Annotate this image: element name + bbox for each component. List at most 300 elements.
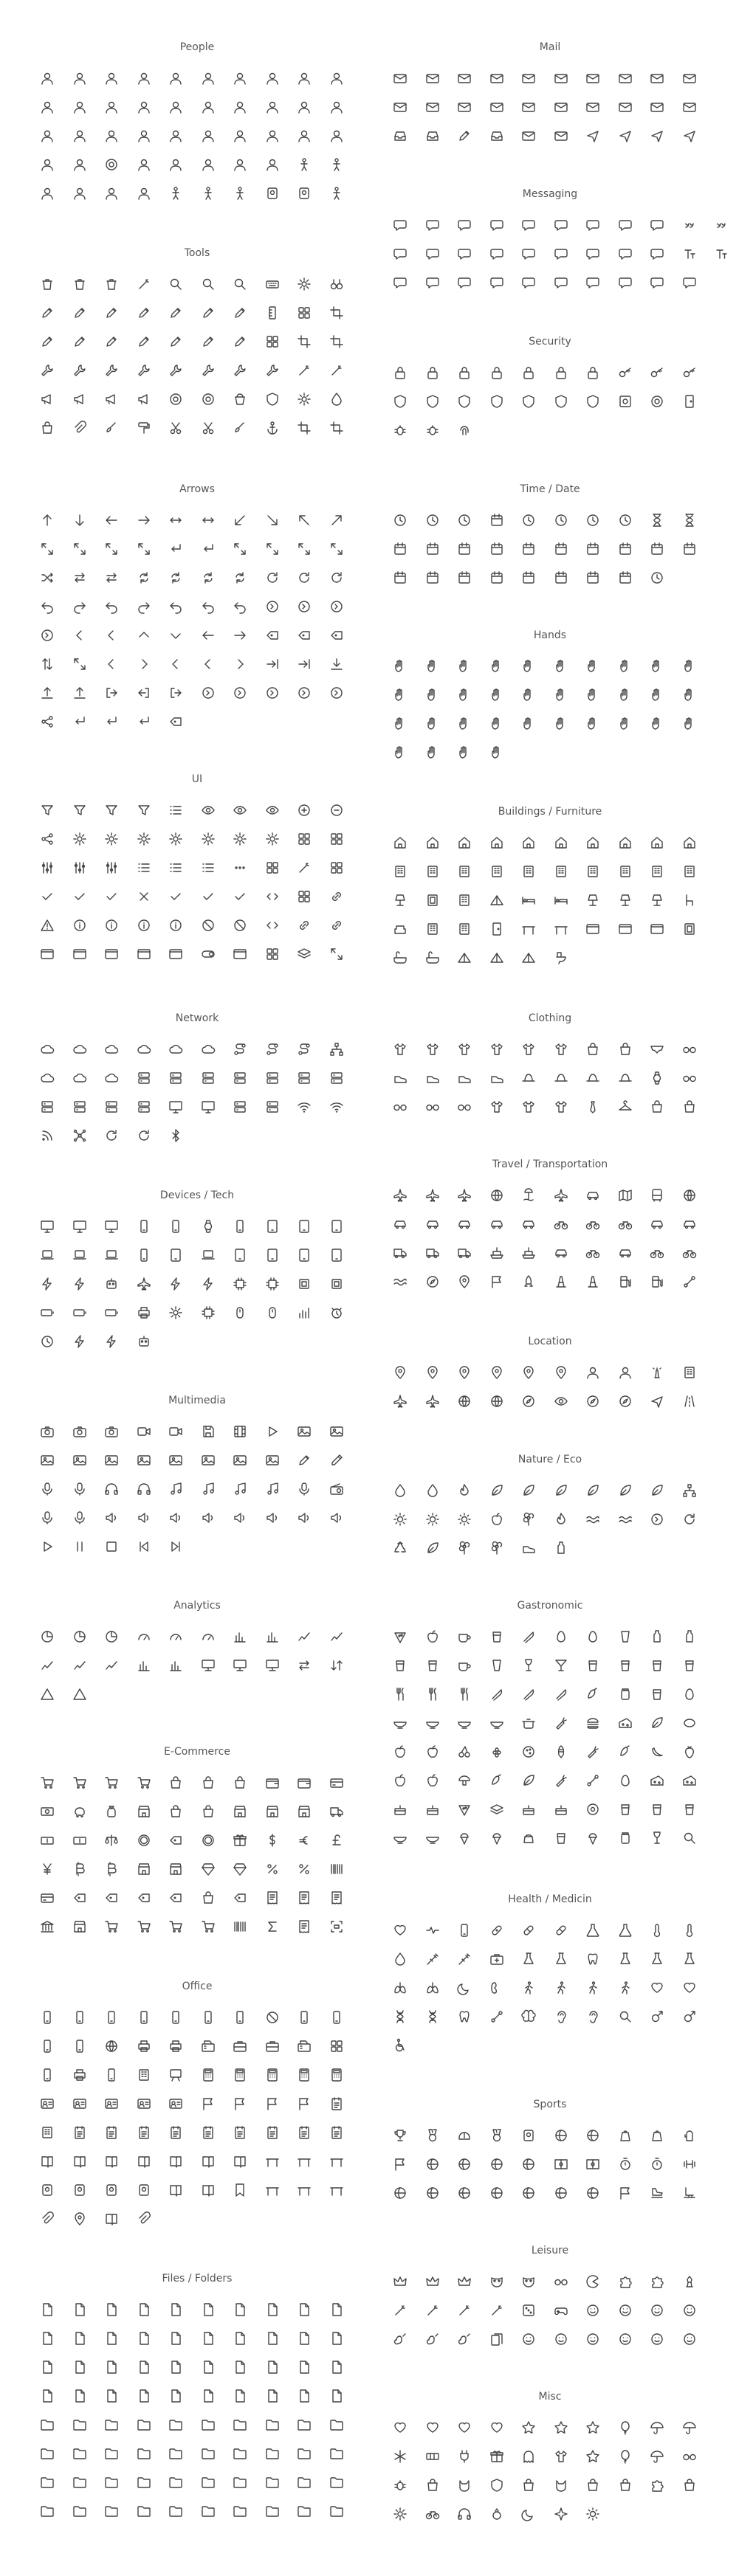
toggle-icon bbox=[201, 947, 216, 961]
down-icon bbox=[72, 513, 87, 528]
lock-icon bbox=[489, 365, 504, 380]
glass-icon bbox=[489, 1658, 504, 1673]
trash-icon bbox=[104, 277, 119, 291]
tag-icon bbox=[233, 1890, 247, 1905]
tooth-icon bbox=[585, 1952, 600, 1966]
bus-icon bbox=[650, 1188, 664, 1203]
search-icon bbox=[168, 277, 183, 291]
key-icon bbox=[650, 365, 664, 380]
watch-icon bbox=[201, 1219, 216, 1234]
gear-icon bbox=[168, 832, 183, 846]
book-icon bbox=[168, 2154, 183, 2169]
tablet-icon bbox=[168, 1248, 183, 1263]
shirt-icon bbox=[457, 1042, 472, 1057]
section-mail bbox=[391, 41, 709, 159]
image-icon bbox=[329, 1424, 344, 1439]
glass-icon bbox=[618, 1629, 633, 1644]
tag-icon bbox=[72, 1890, 87, 1905]
tent-icon bbox=[457, 950, 472, 965]
bowl-icon bbox=[425, 1716, 440, 1730]
apple-icon bbox=[425, 1629, 440, 1644]
user-icon bbox=[329, 71, 344, 86]
mail-icon bbox=[521, 128, 536, 143]
layers-icon bbox=[297, 947, 312, 961]
building-icon bbox=[425, 922, 440, 936]
lab-icon bbox=[650, 1952, 664, 1966]
flag-icon bbox=[393, 2157, 408, 2172]
star-icon bbox=[554, 2420, 568, 2435]
mail-icon bbox=[489, 100, 504, 114]
window-icon bbox=[585, 922, 600, 936]
walk-icon bbox=[618, 1981, 633, 1995]
barcode-icon bbox=[329, 1862, 344, 1876]
lr-icon bbox=[201, 513, 216, 528]
leaf-icon bbox=[554, 1483, 568, 1498]
wallet-icon bbox=[297, 1775, 312, 1790]
file-icon bbox=[233, 2360, 247, 2375]
hand-icon bbox=[554, 716, 568, 731]
dots-icon bbox=[233, 860, 247, 875]
cart-icon bbox=[168, 1919, 183, 1934]
coin-icon bbox=[137, 1833, 151, 1848]
bolt-icon bbox=[201, 1277, 216, 1291]
rocket-icon bbox=[521, 1274, 536, 1289]
info-icon bbox=[137, 918, 151, 933]
check-icon bbox=[233, 889, 247, 904]
section-leisure bbox=[391, 2245, 709, 2355]
lamp-icon bbox=[585, 893, 600, 908]
ball-icon bbox=[489, 2186, 504, 2200]
piechart-icon bbox=[40, 1629, 55, 1644]
user-icon bbox=[297, 71, 312, 86]
ear-icon bbox=[585, 2009, 600, 2024]
triangle-icon bbox=[72, 1687, 87, 1702]
cart-icon bbox=[137, 1775, 151, 1790]
chair-icon bbox=[682, 893, 697, 908]
gauge-icon bbox=[168, 1629, 183, 1644]
pen-icon bbox=[72, 305, 87, 320]
target-icon bbox=[650, 394, 664, 409]
file-icon bbox=[329, 2389, 344, 2403]
scan-icon bbox=[329, 1919, 344, 1934]
pin-icon bbox=[554, 1365, 568, 1380]
calculator-icon bbox=[297, 2068, 312, 2082]
bike-icon bbox=[618, 1217, 633, 1232]
bowl-icon bbox=[457, 1716, 472, 1730]
shield-icon bbox=[489, 394, 504, 409]
ball-icon bbox=[554, 2128, 568, 2143]
skate-icon bbox=[650, 2186, 664, 2200]
section-people bbox=[38, 41, 356, 211]
cookie-icon bbox=[521, 1744, 536, 1759]
hand-icon bbox=[585, 716, 600, 731]
speaker-icon bbox=[233, 1510, 247, 1525]
mic-icon bbox=[297, 1482, 312, 1496]
puzzle-icon bbox=[650, 2478, 664, 2493]
wand-icon bbox=[137, 277, 151, 291]
server-icon bbox=[265, 1071, 280, 1085]
shirt-icon bbox=[489, 1099, 504, 1114]
filter-icon bbox=[137, 803, 151, 818]
calendar-icon bbox=[650, 542, 664, 556]
check-icon bbox=[104, 889, 119, 904]
mail-icon bbox=[618, 71, 633, 86]
triangle-icon bbox=[40, 1687, 55, 1702]
circle-icon bbox=[201, 686, 216, 700]
bowl-icon bbox=[393, 1831, 408, 1845]
pen-icon bbox=[201, 305, 216, 320]
bottle-icon bbox=[682, 1629, 697, 1644]
presentation-icon bbox=[233, 1658, 247, 1673]
badge-icon bbox=[72, 2183, 87, 2197]
gear-icon bbox=[297, 277, 312, 291]
return-icon bbox=[104, 714, 119, 729]
hand-icon bbox=[521, 716, 536, 731]
text-icon bbox=[714, 246, 729, 261]
pot-icon bbox=[521, 1716, 536, 1730]
wifi-icon bbox=[297, 1099, 312, 1114]
balloon-icon bbox=[618, 2420, 633, 2435]
folder-icon bbox=[297, 2446, 312, 2461]
smile-icon bbox=[585, 2332, 600, 2347]
circle-icon bbox=[40, 628, 55, 643]
weight-icon bbox=[650, 2128, 664, 2143]
undo-icon bbox=[40, 599, 55, 614]
return-icon bbox=[72, 714, 87, 729]
file-icon bbox=[201, 2360, 216, 2375]
store-icon bbox=[265, 1804, 280, 1819]
wrench-icon bbox=[137, 363, 151, 378]
frame-icon bbox=[425, 893, 440, 908]
check-icon bbox=[168, 889, 183, 904]
lemon-icon bbox=[682, 1716, 697, 1730]
shirt-icon bbox=[554, 1042, 568, 1057]
umbrella-icon bbox=[650, 2420, 664, 2435]
pin-icon bbox=[425, 1365, 440, 1380]
return-icon bbox=[201, 542, 216, 556]
briefcase-icon bbox=[233, 2039, 247, 2054]
info-icon bbox=[72, 918, 87, 933]
cart-icon bbox=[72, 1775, 87, 1790]
globe-icon bbox=[682, 1188, 697, 1203]
pill-icon bbox=[521, 1923, 536, 1938]
section-title: Hands bbox=[533, 629, 567, 641]
beacon-icon bbox=[650, 1365, 664, 1380]
pen-icon bbox=[168, 305, 183, 320]
ball-icon bbox=[521, 2157, 536, 2172]
bag-icon bbox=[168, 1775, 183, 1790]
list-icon bbox=[168, 803, 183, 818]
speaker-icon bbox=[104, 1510, 119, 1525]
tooth-icon bbox=[457, 2009, 472, 2024]
file-icon bbox=[265, 2302, 280, 2317]
user-icon bbox=[137, 157, 151, 172]
bone-icon bbox=[682, 1274, 697, 1289]
mail-icon bbox=[554, 71, 568, 86]
chat-icon bbox=[650, 275, 664, 290]
phone-icon bbox=[40, 2039, 55, 2054]
table-icon bbox=[554, 922, 568, 936]
star-icon bbox=[521, 2420, 536, 2435]
syringe-icon bbox=[457, 1952, 472, 1966]
plane-icon bbox=[457, 1188, 472, 1203]
file-icon bbox=[104, 2302, 119, 2317]
target-icon bbox=[104, 157, 119, 172]
sun-icon bbox=[393, 1512, 408, 1527]
image-icon bbox=[168, 1453, 183, 1468]
binoculars-icon bbox=[329, 277, 344, 291]
folder-icon bbox=[168, 2475, 183, 2490]
section-clothing bbox=[391, 1012, 709, 1123]
user-icon bbox=[233, 71, 247, 86]
calendar-icon bbox=[457, 570, 472, 585]
code-icon bbox=[265, 889, 280, 904]
grape-icon bbox=[489, 1744, 504, 1759]
money-bag-icon bbox=[104, 1804, 119, 1819]
mail-icon bbox=[489, 71, 504, 86]
roller-icon bbox=[137, 421, 151, 435]
cake-icon bbox=[554, 1802, 568, 1817]
chat-icon bbox=[489, 275, 504, 290]
banana-icon bbox=[650, 1744, 664, 1759]
logout-icon bbox=[137, 686, 151, 700]
loop-icon bbox=[201, 570, 216, 585]
pin-icon bbox=[457, 1274, 472, 1289]
grid-icon bbox=[329, 860, 344, 875]
folder-icon bbox=[329, 2475, 344, 2490]
folder-icon bbox=[104, 2475, 119, 2490]
file-icon bbox=[72, 2360, 87, 2375]
building-icon bbox=[137, 2068, 151, 2082]
court-icon bbox=[554, 2157, 568, 2172]
pen-icon bbox=[72, 334, 87, 349]
pacman-icon bbox=[585, 2274, 600, 2289]
cart-icon bbox=[137, 1919, 151, 1934]
crop-icon bbox=[297, 334, 312, 349]
section-title: Location bbox=[528, 1336, 572, 1347]
wave-icon bbox=[585, 1512, 600, 1527]
phone-icon bbox=[168, 2010, 183, 2025]
redo-icon bbox=[72, 599, 87, 614]
grid-icon bbox=[297, 305, 312, 320]
section-messaging bbox=[391, 188, 709, 306]
watch-icon bbox=[650, 1071, 664, 1085]
barchart-icon bbox=[233, 1629, 247, 1644]
receipt-icon bbox=[297, 1890, 312, 1905]
folder-icon bbox=[297, 2504, 312, 2518]
bed-icon bbox=[554, 893, 568, 908]
heart-icon bbox=[489, 2420, 504, 2435]
leaf-icon bbox=[425, 1541, 440, 1555]
building-icon bbox=[40, 2125, 55, 2140]
pen-icon bbox=[40, 334, 55, 349]
beach-icon bbox=[521, 1188, 536, 1203]
up-icon bbox=[40, 513, 55, 528]
mail-icon bbox=[521, 71, 536, 86]
cup-icon bbox=[618, 1802, 633, 1817]
cart-icon bbox=[104, 1919, 119, 1934]
section-title: Mail bbox=[539, 41, 561, 53]
circle-icon bbox=[233, 686, 247, 700]
medal-icon bbox=[489, 2128, 504, 2143]
calendar-icon bbox=[425, 542, 440, 556]
lamp-icon bbox=[393, 893, 408, 908]
folder-icon bbox=[233, 2504, 247, 2518]
mail-icon bbox=[650, 100, 664, 114]
compass-icon bbox=[585, 1394, 600, 1409]
snowflake-icon bbox=[393, 2449, 408, 2464]
image-icon bbox=[137, 1453, 151, 1468]
laptop-icon bbox=[201, 1248, 216, 1263]
x-icon bbox=[137, 889, 151, 904]
hand-icon bbox=[425, 688, 440, 702]
ban-icon bbox=[265, 2010, 280, 2025]
search-icon bbox=[618, 2009, 633, 2024]
section-sports bbox=[391, 2099, 709, 2209]
ball-icon bbox=[585, 2186, 600, 2200]
speaker-icon bbox=[168, 1510, 183, 1525]
anchor-icon bbox=[265, 421, 280, 435]
cat-icon bbox=[554, 2478, 568, 2493]
search-icon bbox=[233, 277, 247, 291]
cup-icon bbox=[489, 1629, 504, 1644]
hand-icon bbox=[618, 659, 633, 674]
check-icon bbox=[201, 889, 216, 904]
egg-icon bbox=[618, 1773, 633, 1788]
book-icon bbox=[168, 2183, 183, 2197]
user-icon bbox=[618, 1365, 633, 1380]
wrench-icon bbox=[72, 363, 87, 378]
warn-icon bbox=[40, 918, 55, 933]
chat-icon bbox=[425, 246, 440, 261]
cart-icon bbox=[104, 1775, 119, 1790]
fuel-icon bbox=[618, 1274, 633, 1289]
hand-icon bbox=[393, 716, 408, 731]
file-icon bbox=[40, 2389, 55, 2403]
hand-icon bbox=[585, 659, 600, 674]
calendar-icon bbox=[393, 542, 408, 556]
upload-icon bbox=[40, 686, 55, 700]
linechart-icon bbox=[297, 1629, 312, 1644]
chevl-icon bbox=[104, 657, 119, 671]
swap-icon bbox=[104, 570, 119, 585]
folder-icon bbox=[329, 2417, 344, 2432]
folder-icon bbox=[233, 2446, 247, 2461]
user-icon bbox=[72, 128, 87, 143]
file-icon bbox=[265, 2331, 280, 2346]
plug-icon bbox=[457, 2449, 472, 2464]
search-icon bbox=[682, 1831, 697, 1845]
lamp-icon bbox=[650, 893, 664, 908]
chat-icon bbox=[554, 218, 568, 232]
table-icon bbox=[265, 2154, 280, 2169]
circle-icon bbox=[265, 686, 280, 700]
music-icon bbox=[201, 1482, 216, 1496]
tent-icon bbox=[489, 950, 504, 965]
gear-icon bbox=[104, 832, 119, 846]
check-icon bbox=[40, 889, 55, 904]
ball-icon bbox=[585, 2128, 600, 2143]
next-icon bbox=[168, 1539, 183, 1554]
user-icon bbox=[168, 128, 183, 143]
car-icon bbox=[457, 1217, 472, 1232]
calendar-icon bbox=[521, 542, 536, 556]
hand-icon bbox=[457, 659, 472, 674]
cloud-icon bbox=[104, 1071, 119, 1085]
refresh-icon bbox=[329, 570, 344, 585]
fork-icon bbox=[425, 1687, 440, 1702]
carrot-icon bbox=[585, 1744, 600, 1759]
radio-icon bbox=[329, 1482, 344, 1496]
receipt-icon bbox=[265, 1890, 280, 1905]
gear-icon bbox=[168, 1305, 183, 1320]
bolt-icon bbox=[40, 1277, 55, 1291]
shield-icon bbox=[521, 394, 536, 409]
plane-icon bbox=[425, 1394, 440, 1409]
user-icon bbox=[104, 100, 119, 114]
sliders-icon bbox=[40, 860, 55, 875]
folder-icon bbox=[329, 2504, 344, 2518]
user-icon bbox=[168, 71, 183, 86]
ghost-icon bbox=[521, 2449, 536, 2464]
shield-icon bbox=[393, 394, 408, 409]
figure-icon bbox=[233, 186, 247, 201]
id-icon bbox=[168, 2096, 183, 2111]
user-icon bbox=[72, 186, 87, 201]
walk-icon bbox=[521, 1981, 536, 1995]
moon-icon bbox=[521, 2507, 536, 2521]
file-icon bbox=[201, 2331, 216, 2346]
fingerprint-icon bbox=[457, 423, 472, 438]
server-icon bbox=[329, 1071, 344, 1085]
tablet-icon bbox=[297, 1219, 312, 1234]
mail-icon bbox=[618, 100, 633, 114]
mouse-icon bbox=[265, 1305, 280, 1320]
arrowdl-icon bbox=[233, 513, 247, 528]
car-icon bbox=[425, 1217, 440, 1232]
login-icon bbox=[168, 686, 183, 700]
crown-icon bbox=[393, 2274, 408, 2289]
monitor-icon bbox=[40, 1219, 55, 1234]
truck-icon bbox=[457, 1246, 472, 1260]
carrot-icon bbox=[554, 1773, 568, 1788]
link-icon bbox=[297, 918, 312, 933]
folder-icon bbox=[72, 2446, 87, 2461]
flask-icon bbox=[618, 1923, 633, 1938]
undo-icon bbox=[233, 599, 247, 614]
counter-icon bbox=[425, 2449, 440, 2464]
route-icon bbox=[265, 1042, 280, 1057]
jar-icon bbox=[618, 1687, 633, 1702]
chat-icon bbox=[618, 218, 633, 232]
cloud-icon bbox=[137, 1042, 151, 1057]
user-icon bbox=[137, 100, 151, 114]
target-icon bbox=[201, 392, 216, 407]
clip-icon bbox=[137, 2211, 151, 2226]
burger-icon bbox=[585, 1716, 600, 1730]
ball-icon bbox=[457, 2157, 472, 2172]
heart-icon bbox=[393, 1923, 408, 1938]
send-icon bbox=[585, 128, 600, 143]
crop-icon bbox=[329, 334, 344, 349]
lab-icon bbox=[618, 1952, 633, 1966]
piggy-icon bbox=[72, 1804, 87, 1819]
chip-icon bbox=[265, 1277, 280, 1291]
folder-icon bbox=[168, 2446, 183, 2461]
building-icon bbox=[457, 864, 472, 879]
syringe-icon bbox=[425, 1952, 440, 1966]
file-icon bbox=[265, 2389, 280, 2403]
